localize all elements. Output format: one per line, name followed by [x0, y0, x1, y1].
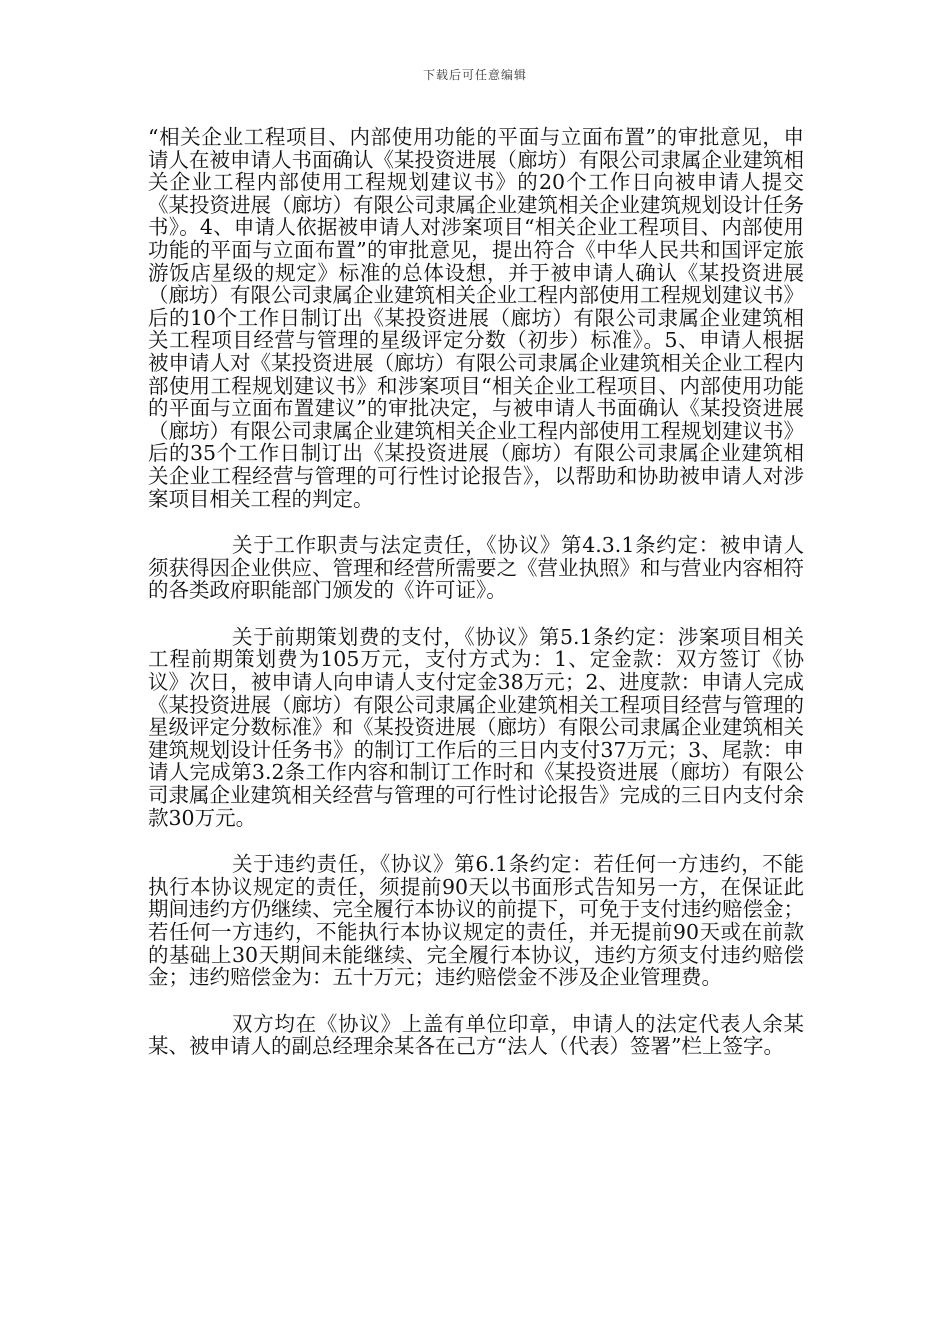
paragraph-seals-and-signatures: 双方均在《协议》上盖有单位印章，申请人的法定代表人余某某、被申请人的副总经理余某各在己方“法人（代表）签署”栏上签字。 — [148, 1011, 804, 1059]
document-body — [148, 126, 804, 1082]
paragraph-planning-fee-payment: 关于前期策划费的支付，《协议》第5.1条约定：涉案项目相关工程前期策划费为105万元，支付方式为：1、定金款：双方签订《协议》次日，被申请人向申请人支付定金38万元；2、进度款：申请人完成《某投资进展（廊坊）有限公司隶属企业建筑相关工程项目经营与管理的星级评定分数标准》和《某投资进展（廊坊）有限公司隶属企业建筑相关建筑规划设计任务书》的制订工作后的三日内支付37万元；3、尾款：申请人完成第3.2条工作内容和制订工作时和《某投资进展（廊坊）有限公司隶属企业建筑相关经营与管理的可行性讨论报告》完成的三日内支付余款30万元。 — [148, 624, 804, 830]
paragraph-breach-liability: 关于违约责任，《协议》第6.1条约定：若任何一方违约，不能执行本协议规定的责任，须提前90天以书面形式告知另一方，在保证此期间违约方仍继续、完全履行本协议的前提下，可免于支付违约赔偿金；若任何一方违约，不能执行本协议规定的责任，并无提前90天或在前款的基础上30天期间未能继续、完全履行本协议，违约方须支付违约赔偿金；违约赔偿金为：五十万元；违约赔偿金不涉及企业管理费。 — [148, 852, 804, 990]
paragraph-continued-review-clauses: “相关企业工程项目、内部使用功能的平面与立面布置”的审批意见，申请人在被申请人书面确认《某投资进展（廊坊）有限公司隶属企业建筑相关企业工程内部使用工程规划建议书》的20个工作日向被申请人提交《某投资进展（廊坊）有限公司隶属企业建筑相关企业建筑规划设计任务书》。4、申请人依据被申请人对涉案项目“相关企业工程项目、内部使用功能的平面与立面布置”的审批意见，提出符合《中华人民共和国评定旅游饭店星级的规定》标准的总体设想，并于被申请人确认《某投资进展（廊坊）有限公司隶属企业建筑相关企业工程内部使用工程规划建议书》后的10个工作日制订出《某投资进展（廊坊）有限公司隶属企业建筑相关工程项目经营与管理的星级评定分数（初步）标准》。5、申请人根据被申请人对《某投资进展（廊坊）有限公司隶属企业建筑相关企业工程内部使用工程规划建议书》和涉案项目“相关企业工程项目、内部使用功能的平面与立面布置建议”的审批决定，与被申请人书面确认《某投资进展（廊坊）有限公司隶属企业建筑相关企业工程内部使用工程规划建议书》后的35个工作日制订出《某投资进展（廊坊）有限公司隶属企业建筑相关企业工程经营与管理的可行性讨论报告》，以帮助和协助被申请人对涉案项目相关工程的判定。 — [148, 125, 804, 511]
page-header-note: 下载后可任意编辑 — [422, 68, 527, 82]
paragraph-duties-and-legal-liability: 关于工作职责与法定责任，《协议》第4.3.1条约定：被申请人须获得因企业供应、管理和经营所需要之《营业执照》和与营业内容相符的各类政府职能部门颁发的《许可证》。 — [148, 533, 804, 603]
